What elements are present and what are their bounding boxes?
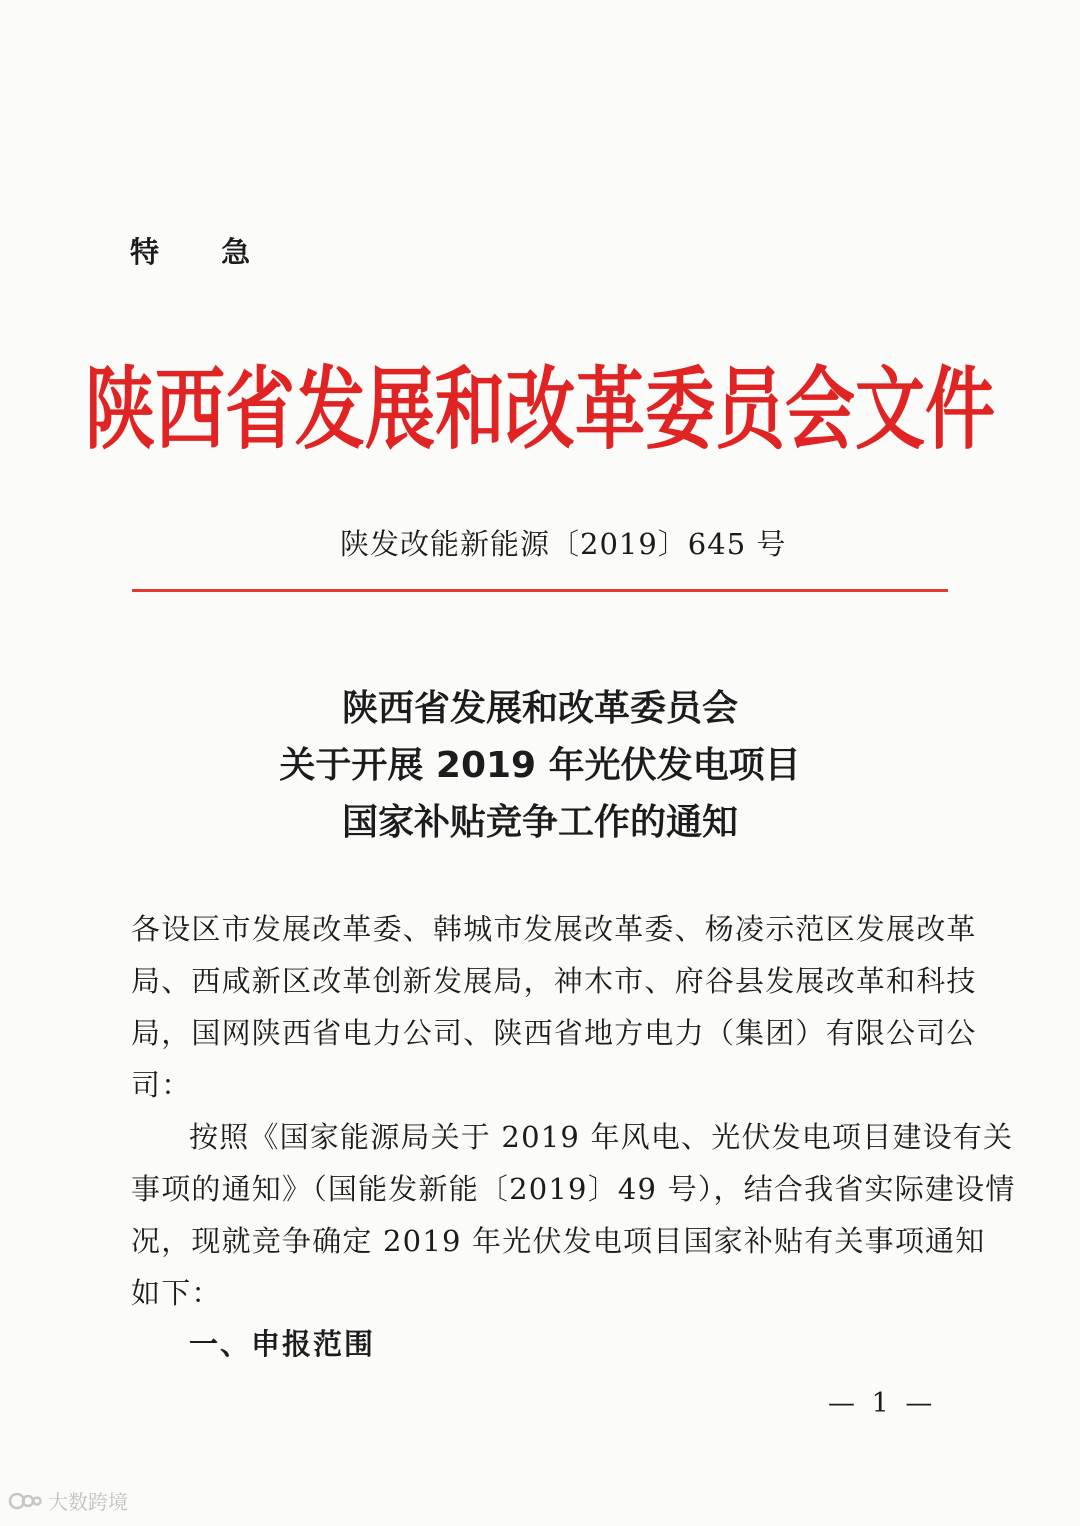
watermark-logo-icon (8, 1488, 42, 1514)
watermark (8, 1486, 128, 1515)
watermark-text: 大数跨境 (48, 1490, 128, 1514)
addressee-line: 各设区市发展改革委、韩城市发展改革委、杨凌示范区发展改革 (131, 912, 977, 946)
urgency-mark: 特 急 (130, 235, 277, 269)
addressee-line: 局、西咸新区改革创新发展局，神木市、府谷县发展改革和科技 (131, 964, 977, 998)
addressee-line: 局，国网陕西省电力公司、陕西省地方电力（集团）有限公司公 (131, 1016, 977, 1050)
title-line: 关于开展 2019 年光伏发电项目 (279, 745, 801, 786)
page-number: — 1 — (828, 1388, 937, 1419)
paragraph-line: 事项的通知》（国能发新能〔2019〕49 号），结合我省实际建设情 (131, 1172, 1016, 1206)
document-title (0, 680, 1080, 851)
title-line: 国家补贴竞争工作的通知 (341, 802, 738, 843)
document-body (131, 903, 1016, 1319)
title-line: 陕西省发展和改革委员会 (341, 688, 738, 729)
paragraph-line: 如下： (131, 1276, 222, 1310)
paragraph-line: 按照《国家能源局关于 2019 年风电、光伏发电项目建设有关 (189, 1120, 1014, 1154)
paragraph-line: 况，现就竞争确定 2019 年光伏发电项目国家补贴有关事项通知 (131, 1224, 986, 1258)
document-number: 陕发改能新能源〔2019〕645 号 (340, 527, 787, 561)
red-divider (132, 589, 948, 592)
section-heading: 一、申报范围 (189, 1327, 376, 1361)
issuer-heading: 陕西省发展和改革委员会文件 (85, 357, 995, 463)
addressee-line: 司： (131, 1068, 192, 1102)
